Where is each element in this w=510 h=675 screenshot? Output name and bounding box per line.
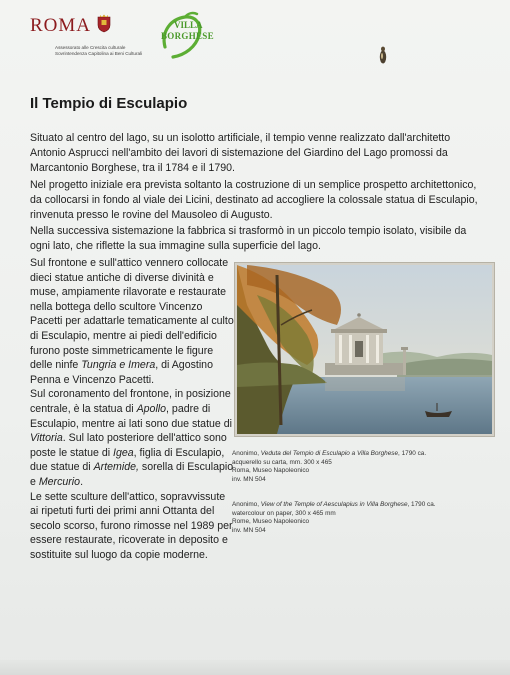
roma-subtitle-2: Sovrintendenza Capitolina ai Beni Culturali (55, 51, 143, 56)
caption-en-year: , 1790 ca. (407, 501, 436, 508)
caption-it-author: Anonimo, (232, 450, 261, 457)
insect-icon (378, 44, 388, 66)
page-title: Il Tempio di Esculapio (30, 95, 188, 112)
column-text-b3: . Sul lato posteriore dell'attico sono poste le statue di (30, 432, 227, 459)
column-text-c: Le sette sculture dell'attico, sopravvissute ai ripetuti furti dei primi anni Ottanta del secolo scorso, furono rimosse nel 1989 per essere restaurate, ricoverate in deposito e sostituite sul luogo da copie moderne. (30, 490, 233, 561)
caption-en-title: View of the Temple of Aesculapius in Villa Borghese (260, 501, 408, 508)
column-text-b5: sorella di Esculapio e (30, 461, 234, 488)
roma-crest-icon (97, 14, 111, 33)
statue-vittoria: Vittoria (30, 432, 63, 445)
caption-en-inv: inv. MN 504 (232, 526, 266, 534)
caption-it-inv: inv. MN 504 (232, 475, 266, 483)
column-text-b4: , figlia di Esculapio, due statue di (30, 446, 225, 474)
statue-mercurio: Mercurio (38, 475, 81, 488)
column-text-a-end: , di Agostino Penna e Vincenzo Pacetti. (30, 359, 213, 386)
statue-apollo: Apollo (136, 402, 167, 415)
statue-igea: Igea (113, 446, 134, 459)
caption-en-location: Rome, Museo Napoleonico (232, 518, 310, 526)
villa-logo-line2: BORGHESE (161, 31, 214, 41)
caption-it-location: Roma, Museo Napoleonico (232, 467, 310, 475)
roma-subtitle-1: Assessorato alle Crescita culturale (55, 45, 126, 50)
temple-watercolour (237, 265, 492, 434)
caption-english (232, 501, 482, 535)
column-text-b6: . (80, 475, 84, 488)
nymphs-names: Tungria e Imera (81, 359, 156, 372)
caption-en-medium: watercolour on paper, 300 x 465 mm (232, 509, 336, 517)
column-text-a: Sul frontone e sull'attico vennero collocate dieci statue antiche di diverse divinità e muse, ampiamente rilavorate e restaurate nella bottega dello scultore Vincenzo Pacetti per adattarle tematicamente al culto di Esculapio, mentre ai piedi dell'edificio furono poste simmetricamente le figure delle ninfe (30, 257, 234, 372)
roma-logo: ROMA (30, 15, 92, 36)
caption-it-title: Veduta del Tempio di Esculapio a Villa Borghese (260, 450, 399, 457)
column-text-b1: Sul coronamento del frontone, in posizione centrale, è la statua di (30, 388, 231, 415)
statue-artemide: Artemide, (93, 461, 139, 474)
panel-bottom-edge (0, 660, 510, 675)
paragraph-1: Situato al centro del lago, su un isolotto artificiale, il tempio venne realizzato dall'architetto Antonio Asprucci nell'ambito dei lavori di sistemazione del Giardino del Lago promossi da Marcantonio Borghese, tra il 1784 e il 1790. (30, 132, 451, 174)
caption-it-medium: acquerello su carta, mm. 300 x 465 (232, 458, 332, 466)
paragraph-3: Nella successiva sistemazione la fabbrica si trasformò in un piccolo tempio isolato, visibile da ogni lato, che riflette la sua immagine sulla superficie del lago. (30, 225, 467, 252)
paragraph-2: Nel progetto iniziale era prevista soltanto la costruzione di un semplice prospetto architettonico, da collocarsi in fondo al viale dei Licini, destinato ad accogliere la colossale statua di Esculapio, rinvenuta presso le rovine del Mausoleo di Augusto. (30, 179, 478, 221)
caption-italian (232, 450, 482, 484)
villa-logo-line1: VILLA (174, 20, 203, 30)
caption-en-author: Anonimo, (232, 501, 261, 508)
column-text (30, 256, 235, 562)
caption-it-year: , 1790 ca. (398, 450, 427, 457)
column-text-b2: , padre di Esculapio, mentre ai lati sono due statue di (30, 402, 232, 430)
painting-image (234, 262, 495, 437)
